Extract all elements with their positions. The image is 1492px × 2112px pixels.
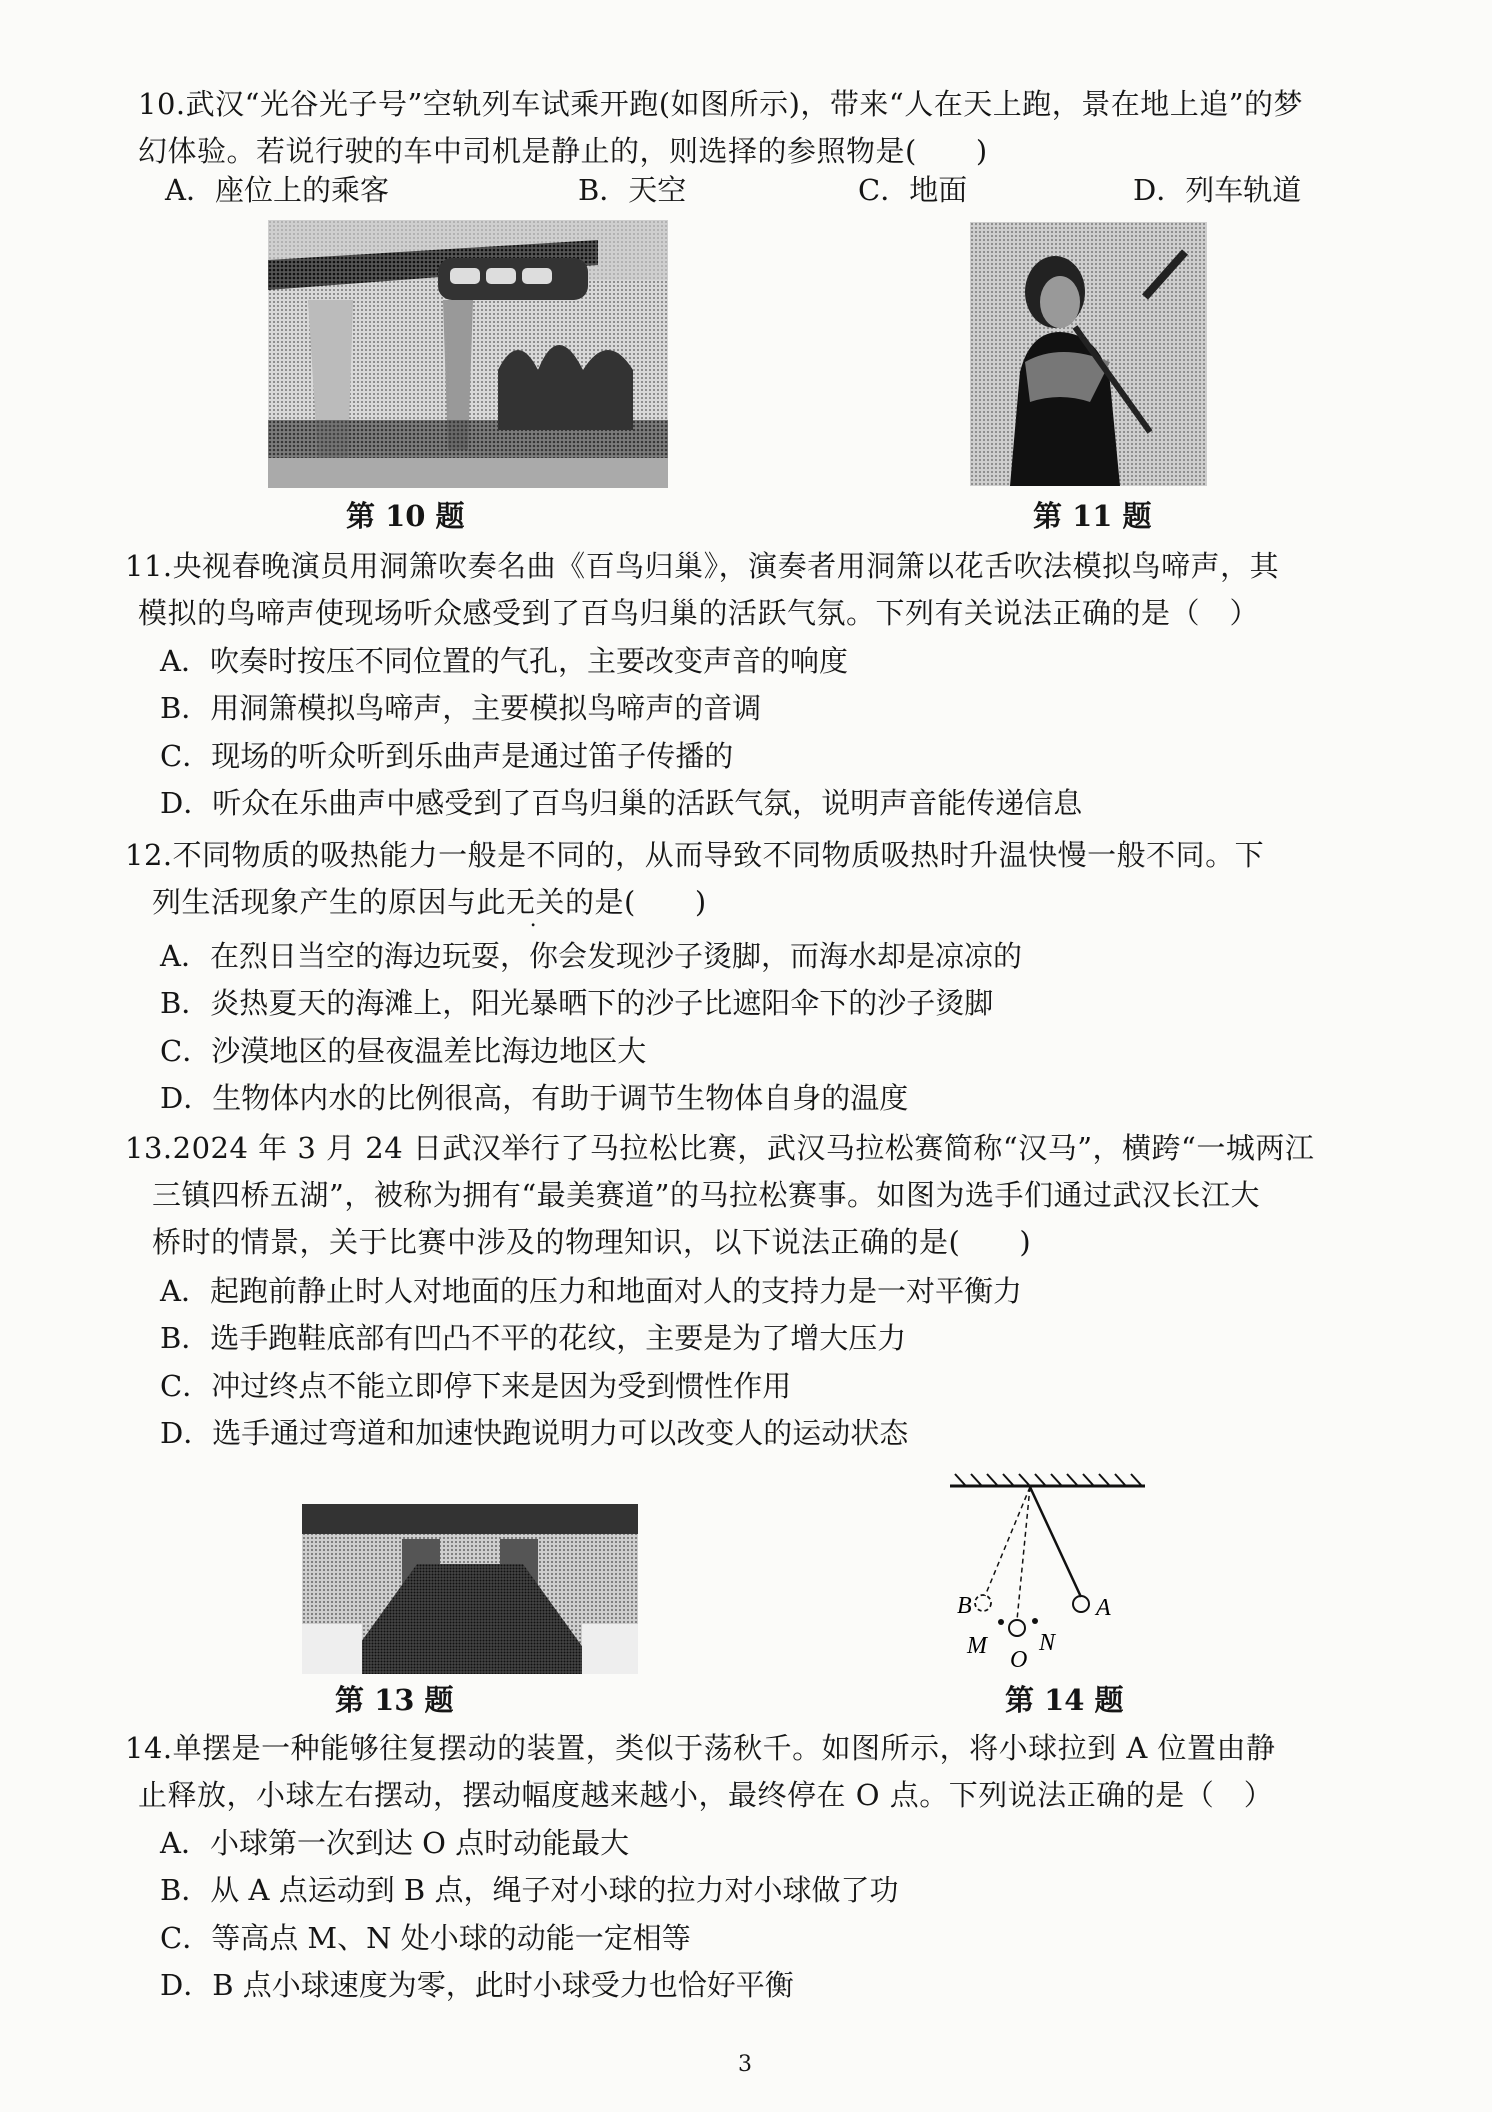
q14-stem-line1: 14.单摆是一种能够往复摆动的装置，类似于荡秋千。如图所示，将小球拉到 A 位置由静 bbox=[125, 1731, 1276, 1765]
q11-option-c: C．现场的听众听到乐曲声是通过笛子传播的 bbox=[160, 739, 734, 773]
q12-stem-line2 bbox=[152, 882, 707, 922]
pendulum-diagram bbox=[935, 1470, 1160, 1685]
q10-option-c: C．地面 bbox=[858, 173, 968, 207]
flute-player-photo bbox=[970, 222, 1207, 486]
q12-stem-line1: 12.不同物质的吸热能力一般是不同的，从而导致不同物质吸热时升温快慢一般不同。下 bbox=[125, 838, 1265, 872]
q14-figure-caption: 第 14 题 bbox=[1005, 1683, 1124, 1717]
monorail-photo bbox=[268, 220, 668, 488]
q13-stem-line1: 13.2024 年 3 月 24 日武汉举行了马拉松比赛，武汉马拉松赛简称“汉马”，横跨“一城两江 bbox=[125, 1131, 1315, 1165]
q12-stem-line2-pre: 列生活现象产生的原因与此 bbox=[152, 885, 507, 919]
page-number: 3 bbox=[738, 2052, 752, 2077]
q10-stem-line1: 10.武汉“光谷光子号”空轨列车试乘开跑(如图所示)，带来“人在天上跑，景在地上追”的梦 bbox=[138, 87, 1304, 121]
q12-option-a: A．在烈日当空的海边玩耍，你会发现沙子烫脚，而海水却是凉凉的 bbox=[160, 939, 1022, 973]
q14-option-a: A．小球第一次到达 O 点时动能最大 bbox=[160, 1826, 630, 1860]
q12-option-b: B．炎热夏天的海滩上，阳光暴晒下的沙子比遮阳伞下的沙子烫脚 bbox=[160, 986, 994, 1020]
q13-option-b: B．选手跑鞋底部有凹凸不平的花纹，主要是为了增大压力 bbox=[160, 1321, 907, 1355]
q10-option-d: D．列车轨道 bbox=[1133, 173, 1302, 207]
q13-option-c: C．冲过终点不能立即停下来是因为受到惯性作用 bbox=[160, 1369, 792, 1403]
pendulum-label-a: A bbox=[1096, 1595, 1111, 1621]
pendulum-label-n: N bbox=[1039, 1630, 1056, 1656]
q11-option-d: D．听众在乐曲声中感受到了百鸟归巢的活跃气氛，说明声音能传递信息 bbox=[160, 786, 1083, 820]
pendulum-label-o: O bbox=[1010, 1647, 1028, 1673]
q10-stem-line2: 幻体验。若说行驶的车中司机是静止的，则选择的参照物是( ) bbox=[138, 134, 988, 168]
q11-option-b: B．用洞箫模拟鸟啼声，主要模拟鸟啼声的音调 bbox=[160, 691, 762, 725]
q11-option-a: A．吹奏时按压不同位置的气孔，主要改变声音的响度 bbox=[160, 644, 848, 678]
q14-stem-line2: 止释放，小球左右摆动，摆动幅度越来越小，最终停在 O 点。下列说法正确的是（ ） bbox=[138, 1778, 1274, 1812]
q10-figure-caption: 第 10 题 bbox=[346, 499, 465, 533]
q13-stem-line2: 三镇四桥五湖”，被称为拥有“最美赛道”的马拉松赛事。如图为选手们通过武汉长江大 bbox=[152, 1178, 1260, 1212]
q14-option-c: C．等高点 M、N 处小球的动能一定相等 bbox=[160, 1921, 691, 1955]
q10-option-a: A．座位上的乘客 bbox=[165, 173, 389, 207]
q11-figure-caption: 第 11 题 bbox=[1033, 499, 1152, 533]
q13-stem-line3: 桥时的情景，关于比赛中涉及的物理知识，以下说法正确的是( ) bbox=[152, 1225, 1032, 1259]
q12-stem-line2-post: 的是( ) bbox=[565, 885, 707, 919]
q14-option-b: B．从 A 点运动到 B 点，绳子对小球的拉力对小球做了功 bbox=[160, 1873, 899, 1907]
q12-option-c: C．沙漠地区的昼夜温差比海边地区大 bbox=[160, 1034, 647, 1068]
q13-option-d: D．选手通过弯道和加速快跑说明力可以改变人的运动状态 bbox=[160, 1416, 909, 1450]
q13-figure-caption: 第 13 题 bbox=[335, 1683, 454, 1717]
marathon-bridge-photo bbox=[302, 1504, 638, 1674]
q13-option-a: A．起跑前静止时人对地面的压力和地面对人的支持力是一对平衡力 bbox=[160, 1274, 1022, 1308]
q10-option-b: B．天空 bbox=[578, 173, 687, 207]
q11-stem-line2: 模拟的鸟啼声使现场听众感受到了百鸟归巢的活跃气氛。下列有关说法正确的是（ ） bbox=[138, 596, 1260, 630]
q12-stem-emphasis: 无关 bbox=[506, 885, 566, 919]
pendulum-label-m: M bbox=[967, 1633, 987, 1659]
pendulum-label-b: B bbox=[957, 1593, 972, 1619]
q11-stem-line1: 11.央视春晚演员用洞箫吹奏名曲《百鸟归巢》，演奏者用洞箫以花舌吹法模拟鸟啼声，其 bbox=[125, 549, 1280, 583]
q14-option-d: D．B 点小球速度为零，此时小球受力也恰好平衡 bbox=[160, 1968, 794, 2002]
q12-option-d: D．生物体内水的比例很高，有助于调节生物体自身的温度 bbox=[160, 1081, 909, 1115]
